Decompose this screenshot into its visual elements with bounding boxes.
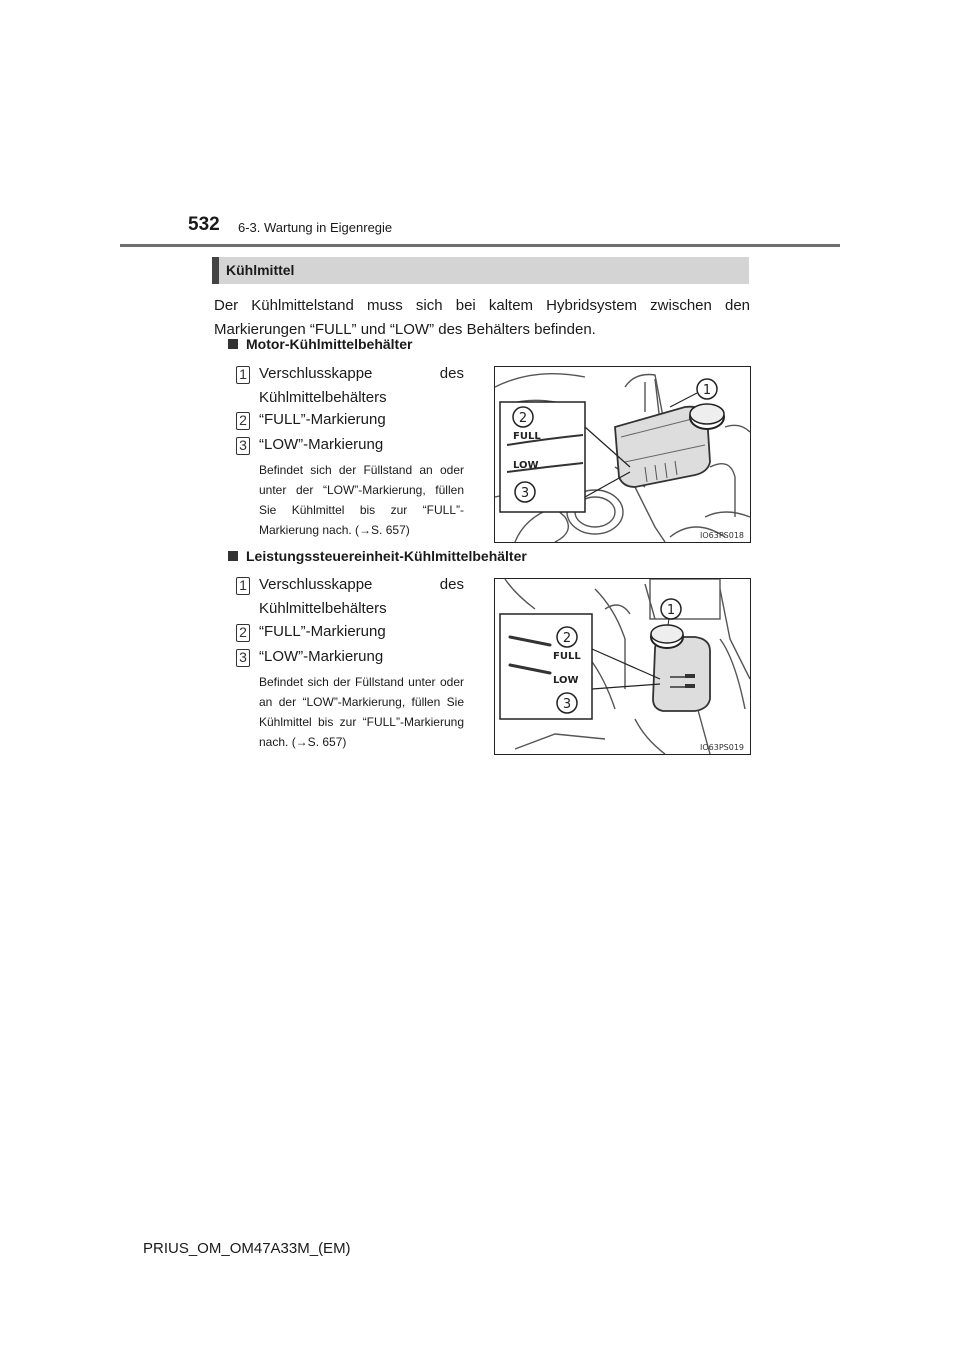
list-item: “FULL”-Markierung [259, 411, 386, 428]
section-heading: Kühlmittel [226, 262, 295, 278]
callout-2: 2 [518, 411, 528, 426]
block-heading-text: Leistungssteuereinheit-Kühlmittelbehälter [246, 548, 527, 564]
block-heading-pcu-coolant [228, 548, 527, 564]
list-item: “FULL”-Markierung [259, 623, 386, 640]
low-mark-label: LOW [553, 675, 579, 686]
full-mark-label: FULL [513, 431, 541, 442]
callout-2: 2 [562, 631, 572, 646]
list-item: Verschlusskappe des Kühlmittelbehälters [259, 365, 464, 406]
block-heading-engine-coolant [228, 336, 412, 352]
header-rule [120, 244, 840, 247]
number-2-icon: 2 [236, 624, 250, 642]
number-2-icon: 2 [236, 412, 250, 430]
figure-code: IO63PS018 [700, 531, 745, 540]
square-bullet-icon [228, 551, 238, 561]
full-mark-label: FULL [553, 651, 581, 662]
number-3-icon: 3 [236, 437, 250, 455]
callout-1: 1 [666, 603, 676, 618]
note-text: Befindet sich der Füllstand an oder unter der “LOW”-Markierung, füllen Sie Kühlmittel bis zur “FULL”-Markierung nach. (→S. 657) [259, 463, 464, 537]
square-bullet-icon [228, 339, 238, 349]
section-band-marker [212, 257, 219, 284]
callout-1: 1 [702, 383, 712, 398]
figure-code: IO63PS019 [700, 743, 745, 752]
intro-paragraph: Der Kühlmittelstand muss sich bei kaltem Hybridsystem zwischen den Markierungen “FULL” und “LOW” des Behälters befinden. [214, 297, 750, 338]
pcu-coolant-reservoir-figure [494, 578, 751, 755]
number-1-icon: 1 [236, 577, 250, 595]
document-id: PRIUS_OM_OM47A33M_(EM) [143, 1240, 351, 1257]
block-heading-text: Motor-Kühlmittelbehälter [246, 336, 413, 352]
low-mark-label: LOW [513, 460, 539, 471]
number-1-icon: 1 [236, 366, 250, 384]
callout-3: 3 [520, 486, 530, 501]
section-title: 6-3. Wartung in Eigenregie [238, 220, 393, 235]
engine-coolant-reservoir-figure [494, 366, 751, 543]
engine-reservoir-illustration [495, 367, 750, 542]
list-item: “LOW”-Markierung [259, 436, 384, 453]
page-number: 532 [188, 214, 220, 235]
list-item: Verschlusskappe des Kühlmittelbehälters [259, 576, 464, 617]
number-3-icon: 3 [236, 649, 250, 667]
callout-3: 3 [562, 697, 572, 712]
list-item: “LOW”-Markierung [259, 648, 384, 665]
pcu-reservoir-illustration [495, 579, 750, 754]
note-text: Befindet sich der Füllstand unter oder an der “LOW”-Markierung, füllen Sie Kühlmittel bis zur “FULL”-Markierung nach. (→S. 657) [259, 675, 464, 749]
